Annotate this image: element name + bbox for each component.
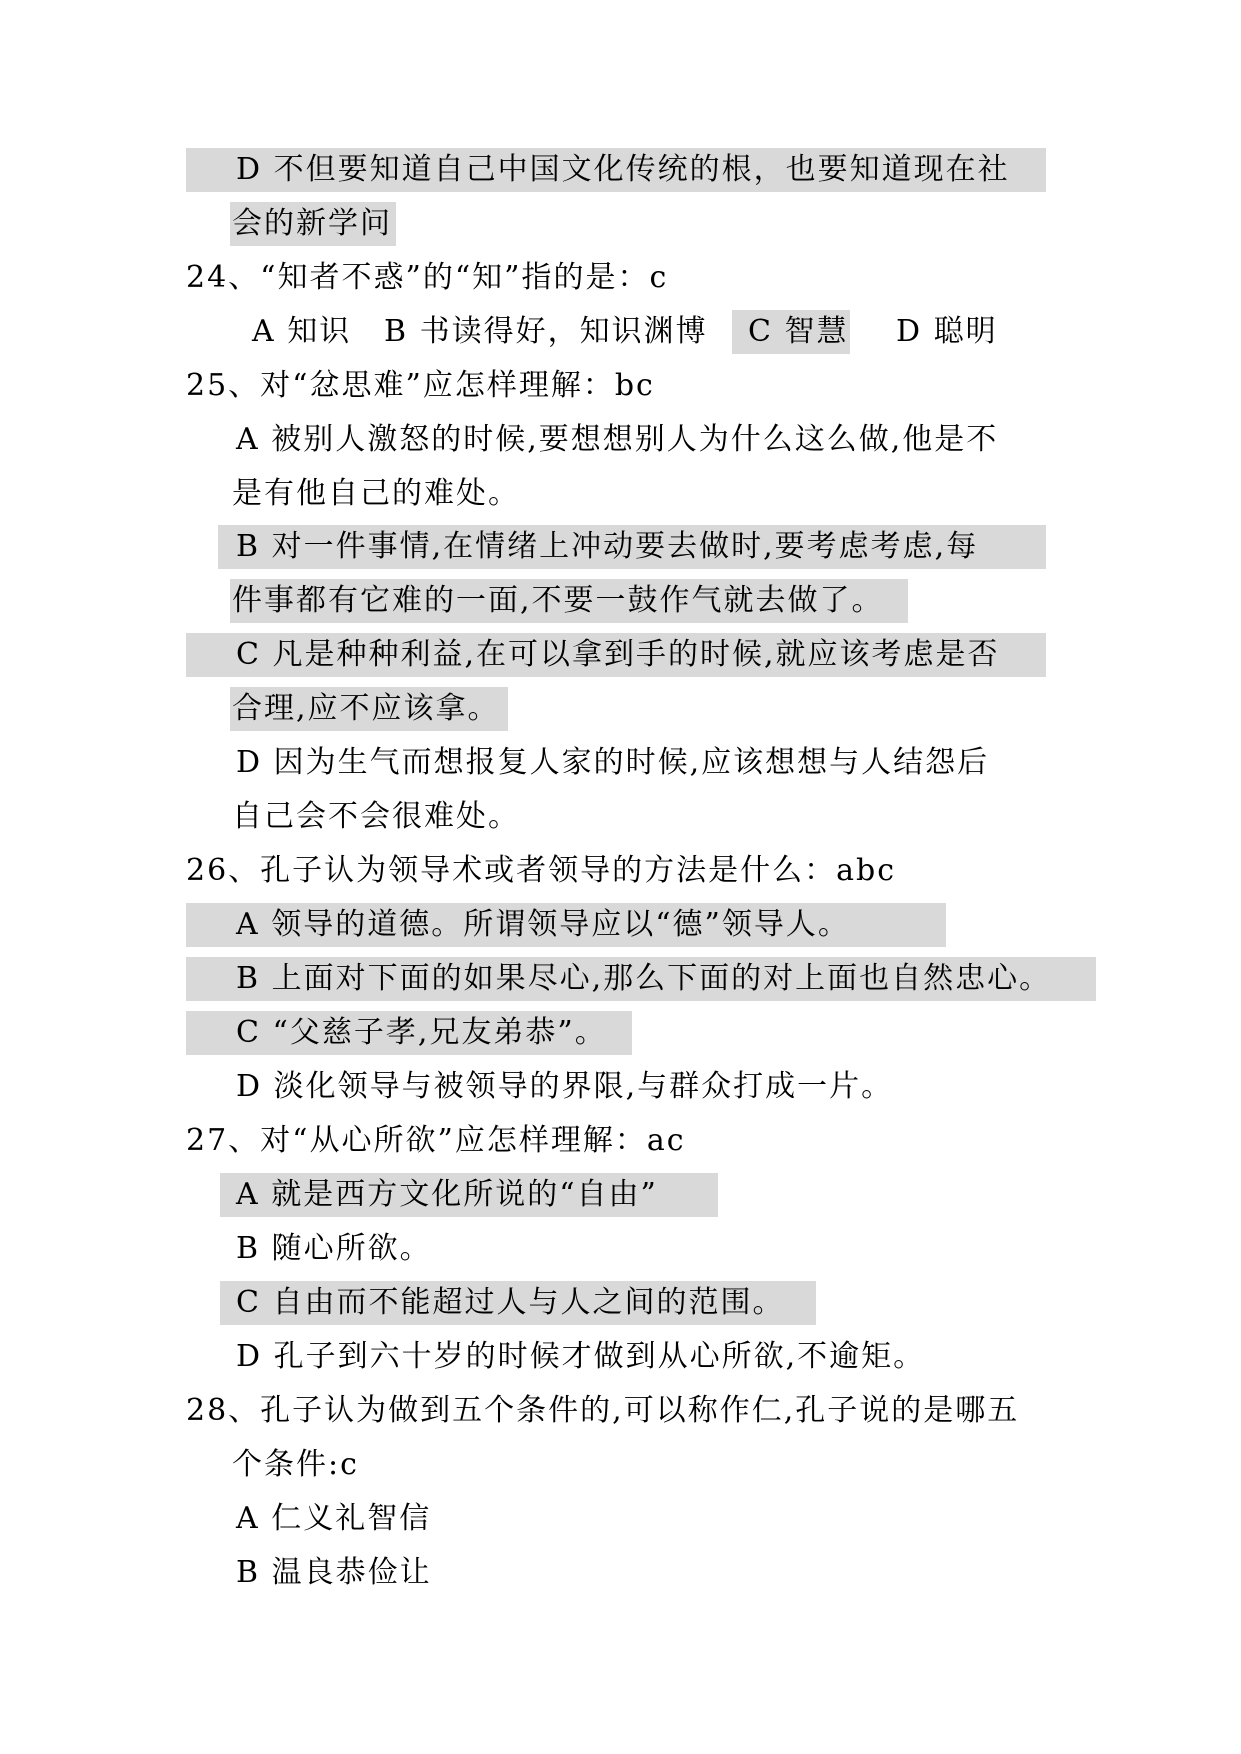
q24-question: 24、“知者不惑”的“知”指的是：c xyxy=(186,260,669,295)
q25-option-a-line1: A 被别人激怒的时候,要想想别人为什么这么做,他是不 xyxy=(236,422,999,457)
q23-option-d-line2: 会的新学问 xyxy=(232,206,392,241)
q27-option-b: B 随心所欲。 xyxy=(236,1231,432,1266)
q28-option-a: A 仁义礼智信 xyxy=(236,1501,432,1536)
q25-option-d-line1: D 因为生气而想报复人家的时候,应该想想与人结怨后 xyxy=(236,745,990,780)
q28-question-line2: 个条件:c xyxy=(232,1447,359,1482)
q27-option-c: C 自由而不能超过人与人之间的范围。 xyxy=(236,1285,785,1320)
q26-question: 26、孔子认为领导术或者领导的方法是什么：abc xyxy=(186,853,897,888)
q27-option-d: D 孔子到六十岁的时候才做到从心所欲,不逾矩。 xyxy=(236,1339,926,1374)
q25-option-b-line2: 件事都有它难的一面,不要一鼓作气就去做了。 xyxy=(232,583,884,618)
q28-option-b: B 温良恭俭让 xyxy=(236,1555,432,1590)
q26-option-b: B 上面对下面的如果尽心,那么下面的对上面也自然忠心。 xyxy=(236,961,1052,996)
q25-option-a-line2: 是有他自己的难处。 xyxy=(232,476,520,511)
q23-option-d-line1: D 不但要知道自己中国文化传统的根，也要知道现在社 xyxy=(236,152,1010,187)
q27-question: 27、对“从心所欲”应怎样理解：ac xyxy=(186,1123,686,1158)
q25-question: 25、对“忿思难”应怎样理解：bc xyxy=(186,368,655,403)
q28-question-line1: 28、孔子认为做到五个条件的,可以称作仁,孔子说的是哪五 xyxy=(186,1393,1020,1428)
q24-option-d: D 聪明 xyxy=(896,314,998,349)
q25-option-d-line2: 自己会不会很难处。 xyxy=(232,799,520,834)
q24-option-c: C 智慧 xyxy=(748,314,849,349)
q25-option-b-line1: B 对一件事情,在情绪上冲动要去做时,要考虑考虑,每 xyxy=(236,529,979,564)
q25-option-c-line1: C 凡是种种利益,在可以拿到手的时候,就应该考虑是否 xyxy=(236,637,1000,672)
q24-option-a: A 知识 xyxy=(252,314,352,349)
q27-option-a: A 就是西方文化所说的“自由” xyxy=(236,1177,658,1212)
q24-option-b: B 书读得好，知识渊博 xyxy=(384,314,708,349)
q26-option-a: A 领导的道德。所谓领导应以“德”领导人。 xyxy=(236,907,850,942)
q26-option-d: D 淡化领导与被领导的界限,与群众打成一片。 xyxy=(236,1069,894,1104)
q26-option-c: C “父慈子孝,兄友弟恭”。 xyxy=(236,1015,607,1050)
q25-option-c-line2: 合理,应不应该拿。 xyxy=(232,691,500,726)
